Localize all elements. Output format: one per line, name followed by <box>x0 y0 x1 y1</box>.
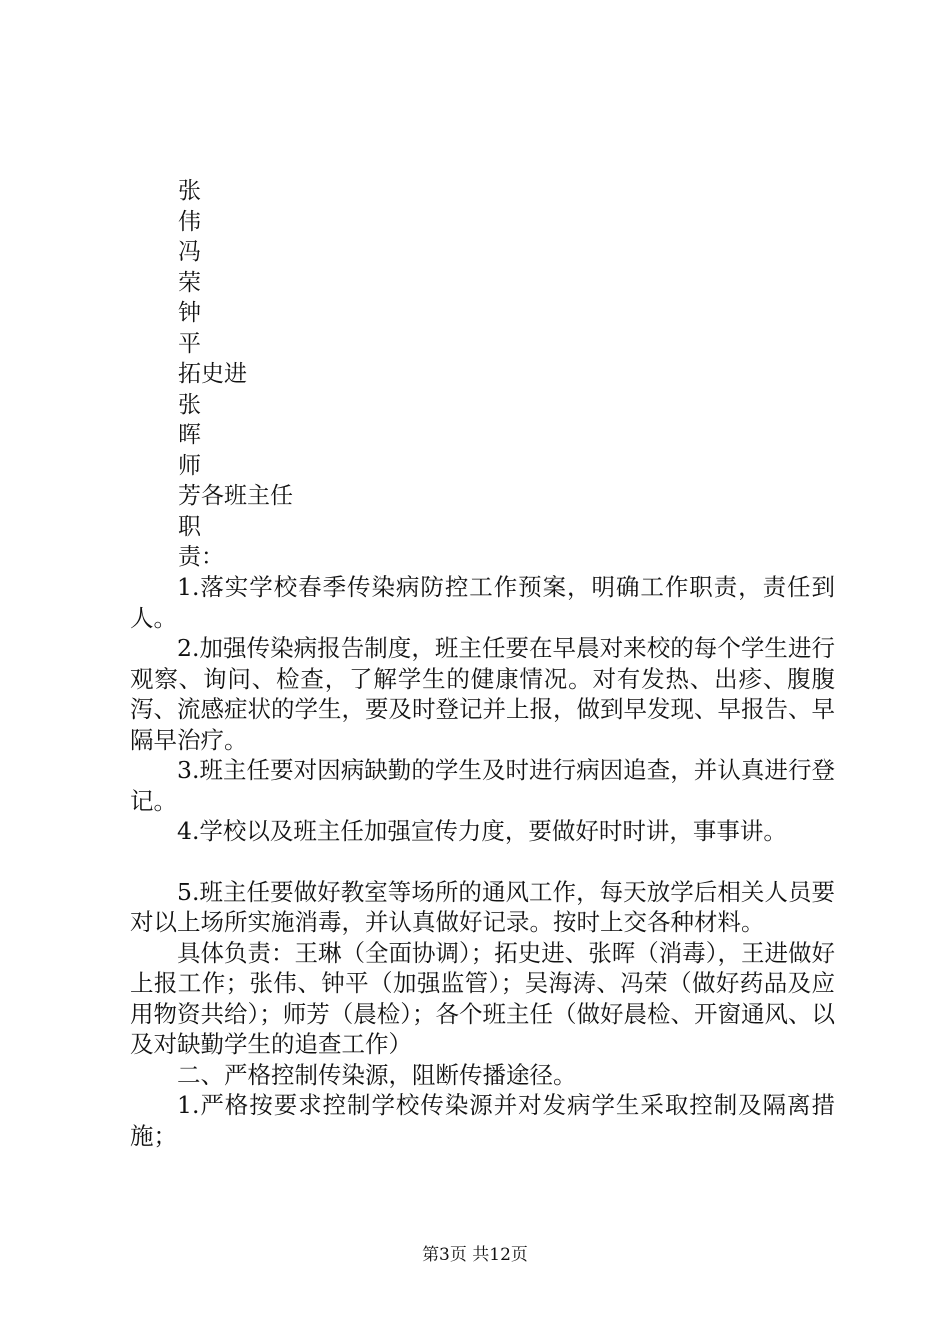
paragraph-responsibility: 具体负责：王琳（全面协调）；拓史进、张晖（消毒），王进做好上报工作；张伟、钟平（加强监管）；吴海涛、冯荣（做好药品及应用物资共给）；师芳（晨检）；各个班主任（做好晨检、开窗通风、以及对缺勤学生的追查工作） <box>130 938 835 1058</box>
name-line: 荣 <box>178 269 201 296</box>
name-line: 师 <box>178 452 201 479</box>
name-list <box>178 176 293 573</box>
paragraph-item-3: 3.班主任要对因病缺勤的学生及时进行病因追查，并认真进行登记。 <box>130 756 835 815</box>
name-line: 平 <box>178 330 201 357</box>
name-line: 伟 <box>178 208 201 235</box>
body-text <box>130 572 835 1151</box>
section-heading: 二、严格控制传染源，阻断传播途径。 <box>177 1060 577 1089</box>
name-line: 张 <box>178 178 201 204</box>
name-line: 冯 <box>178 239 201 265</box>
name-line: 责： <box>178 544 224 570</box>
name-line: 拓史进 <box>178 361 247 387</box>
paragraph-item-1: 1.落实学校春季传染病防控工作预案，明确工作职责，责任到人。 <box>130 573 835 632</box>
paragraph-section2-item-1: 1.严格按要求控制学校传染源并对发病学生采取控制及隔离措施； <box>130 1091 835 1150</box>
name-line: 张 <box>178 391 201 418</box>
paragraph-item-2: 2.加强传染病报告制度，班主任要在早晨对来校的每个学生进行观察、询问、检查，了解学生的健康情况。对有发热、出疹、腹腹泻、流感症状的学生，要及时登记并上报，做到早发现、早报告、早隔早治疗。 <box>130 634 835 754</box>
page-number-footer: 第3页 共12页 <box>422 1245 528 1265</box>
paragraph-item-5: 5.班主任要做好教室等场所的通风工作，每天放学后相关人员要对以上场所实施消毒，并认真做好记录。按时上交各种材料。 <box>130 877 835 936</box>
paragraph-item-4: 4.学校以及班主任加强宣传力度，要做好时时讲，事事讲。 <box>177 817 787 845</box>
name-line: 钟 <box>178 300 201 326</box>
name-line: 晖 <box>178 422 201 448</box>
name-line: 芳各班主任 <box>178 483 293 509</box>
name-line: 职 <box>178 513 201 540</box>
